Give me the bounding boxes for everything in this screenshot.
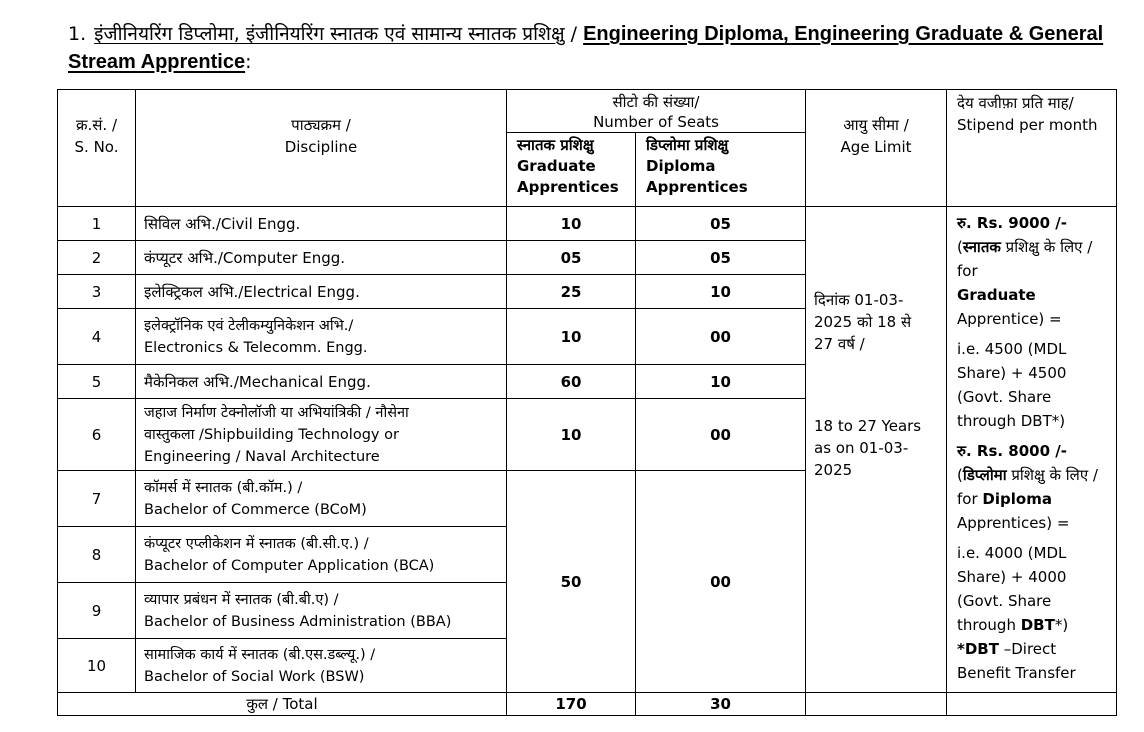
header-stipend-hindi: देय वजीफ़ा प्रति माह/: [957, 94, 1074, 112]
row-sno: 7: [58, 471, 136, 527]
row-discipline: सिविल अभि./Civil Engg.: [136, 207, 507, 241]
general-graduate-seats: 50: [507, 471, 636, 693]
total-row: [58, 693, 1117, 716]
age-limit-english: 18 to 27 Years as on 01-03-2025: [814, 417, 922, 479]
row-discipline: मैकेनिकल अभि./Mechanical Engg.: [136, 365, 507, 399]
header-discipline-english: Discipline: [284, 138, 358, 156]
general-diploma-seats: 00: [636, 471, 806, 693]
row-graduate-seats: 60: [507, 365, 636, 399]
stipend-diploma-split: i.e. 4000 (MDL Share) + 4000 (Govt. Share through DBT*): [957, 544, 1069, 634]
row-sno: 2: [58, 241, 136, 275]
header-row: [58, 90, 1117, 133]
heading-hindi: इंजीनियरिंग डिप्लोमा, इंजीनियरिंग स्नातक एवं सामान्य स्नातक प्रशिक्षु: [94, 23, 565, 45]
row-sno: 9: [58, 583, 136, 639]
total-age-empty: [806, 693, 947, 716]
section-number: 1.: [68, 23, 87, 45]
row-sno: 4: [58, 309, 136, 365]
stipend-diploma-desc: (डिप्लोमा प्रशिक्षु के लिए / for Diploma Apprentices) =: [957, 466, 1098, 532]
stipend-diploma-amount: रु. Rs. 8000 /-: [957, 442, 1067, 460]
row-discipline: सामाजिक कार्य में स्नातक (बी.एस.डब्ल्यू.) / Bachelor of Social Work (BSW): [136, 639, 507, 693]
header-seats-english: Number of Seats: [593, 113, 719, 131]
header-seats-hindi: सीटो की संख्या/: [612, 93, 700, 111]
header-stipend: [947, 90, 1117, 207]
heading-suffix: :: [245, 51, 252, 73]
row-graduate-seats: 10: [507, 309, 636, 365]
total-label: कुल / Total: [58, 693, 507, 716]
header-graduate-english: Graduate Apprentices: [517, 157, 619, 196]
header-diploma-hindi: डिप्लोमा प्रशिक्षु: [646, 136, 729, 154]
row-graduate-seats: 10: [507, 399, 636, 471]
heading-separator: /: [564, 23, 584, 45]
row-graduate-seats: 25: [507, 275, 636, 309]
row-graduate-seats: 05: [507, 241, 636, 275]
row-discipline: इलेक्ट्रॉनिक एवं टेलीकम्युनिकेशन अभि./ Electronics & Telecomm. Engg.: [136, 309, 507, 365]
apprentice-seats-table: [57, 89, 1117, 716]
stipend-graduate-desc: (स्नातक प्रशिक्षु के लिए / for Graduate Apprentice) =: [957, 238, 1093, 328]
heading-english: Engineering Diploma, Engineering Graduate & General Stream Apprentice: [68, 23, 1104, 73]
row-sno: 3: [58, 275, 136, 309]
header-age-hindi: आयु सीमा /: [843, 116, 909, 134]
age-limit-hindi: दिनांक 01-03-2025 को 18 से 27 वर्ष /: [814, 291, 912, 353]
row-diploma-seats: 10: [636, 275, 806, 309]
header-age-english: Age Limit: [840, 138, 912, 156]
row-sno: 5: [58, 365, 136, 399]
stipend-graduate-split: i.e. 4500 (MDL Share) + 4500 (Govt. Share through DBT*): [957, 340, 1067, 430]
row-discipline: जहाज निर्माण टेक्नोलॉजी या अभियांत्रिकी / नौसेना वास्तुकला /Shipbuilding Technology or Engineering / Naval Architecture: [136, 399, 507, 471]
header-stipend-english: Stipend per month: [957, 116, 1098, 134]
stipend-cell: [947, 207, 1117, 693]
row-discipline: व्यापार प्रबंधन में स्नातक (बी.बी.ए) / Bachelor of Business Administration (BBA): [136, 583, 507, 639]
row-sno: 1: [58, 207, 136, 241]
row-discipline: इलेक्ट्रिकल अभि./Electrical Engg.: [136, 275, 507, 309]
row-diploma-seats: 05: [636, 241, 806, 275]
header-seats: [507, 90, 806, 133]
row-discipline: कंप्यूटर एप्लीकेशन में स्नातक (बी.सी.ए.) / Bachelor of Computer Application (BCA): [136, 527, 507, 583]
row-diploma-seats: 00: [636, 399, 806, 471]
header-sno-english: S. No.: [74, 138, 119, 156]
table-row: [58, 207, 1117, 241]
total-diploma-seats: 30: [636, 693, 806, 716]
header-graduate-hindi: स्नातक प्रशिक्षु: [517, 136, 594, 154]
row-sno: 10: [58, 639, 136, 693]
header-diploma: [636, 133, 806, 207]
row-diploma-seats: 10: [636, 365, 806, 399]
header-discipline: [136, 90, 507, 207]
row-diploma-seats: 00: [636, 309, 806, 365]
row-graduate-seats: 10: [507, 207, 636, 241]
row-sno: 6: [58, 399, 136, 471]
row-diploma-seats: 05: [636, 207, 806, 241]
header-discipline-hindi: पाठ्यक्रम /: [291, 116, 351, 134]
age-limit-cell: [806, 207, 947, 693]
stipend-graduate-amount: रु. Rs. 9000 /-: [957, 214, 1067, 232]
row-sno: 8: [58, 527, 136, 583]
header-graduate: [507, 133, 636, 207]
row-discipline: कंप्यूटर अभि./Computer Engg.: [136, 241, 507, 275]
header-diploma-english: Diploma Apprentices: [646, 157, 748, 196]
header-sno-hindi: क्र.सं. /: [75, 116, 118, 134]
stipend-dbt-note: *DBT –Direct Benefit Transfer: [957, 640, 1076, 682]
total-graduate-seats: 170: [507, 693, 636, 716]
row-discipline: कॉमर्स में स्नातक (बी.कॉम.) / Bachelor of Commerce (BCoM): [136, 471, 507, 527]
header-age: [806, 90, 947, 207]
header-sno: [58, 90, 136, 207]
section-heading: [68, 20, 1108, 76]
total-stipend-empty: [947, 693, 1117, 716]
